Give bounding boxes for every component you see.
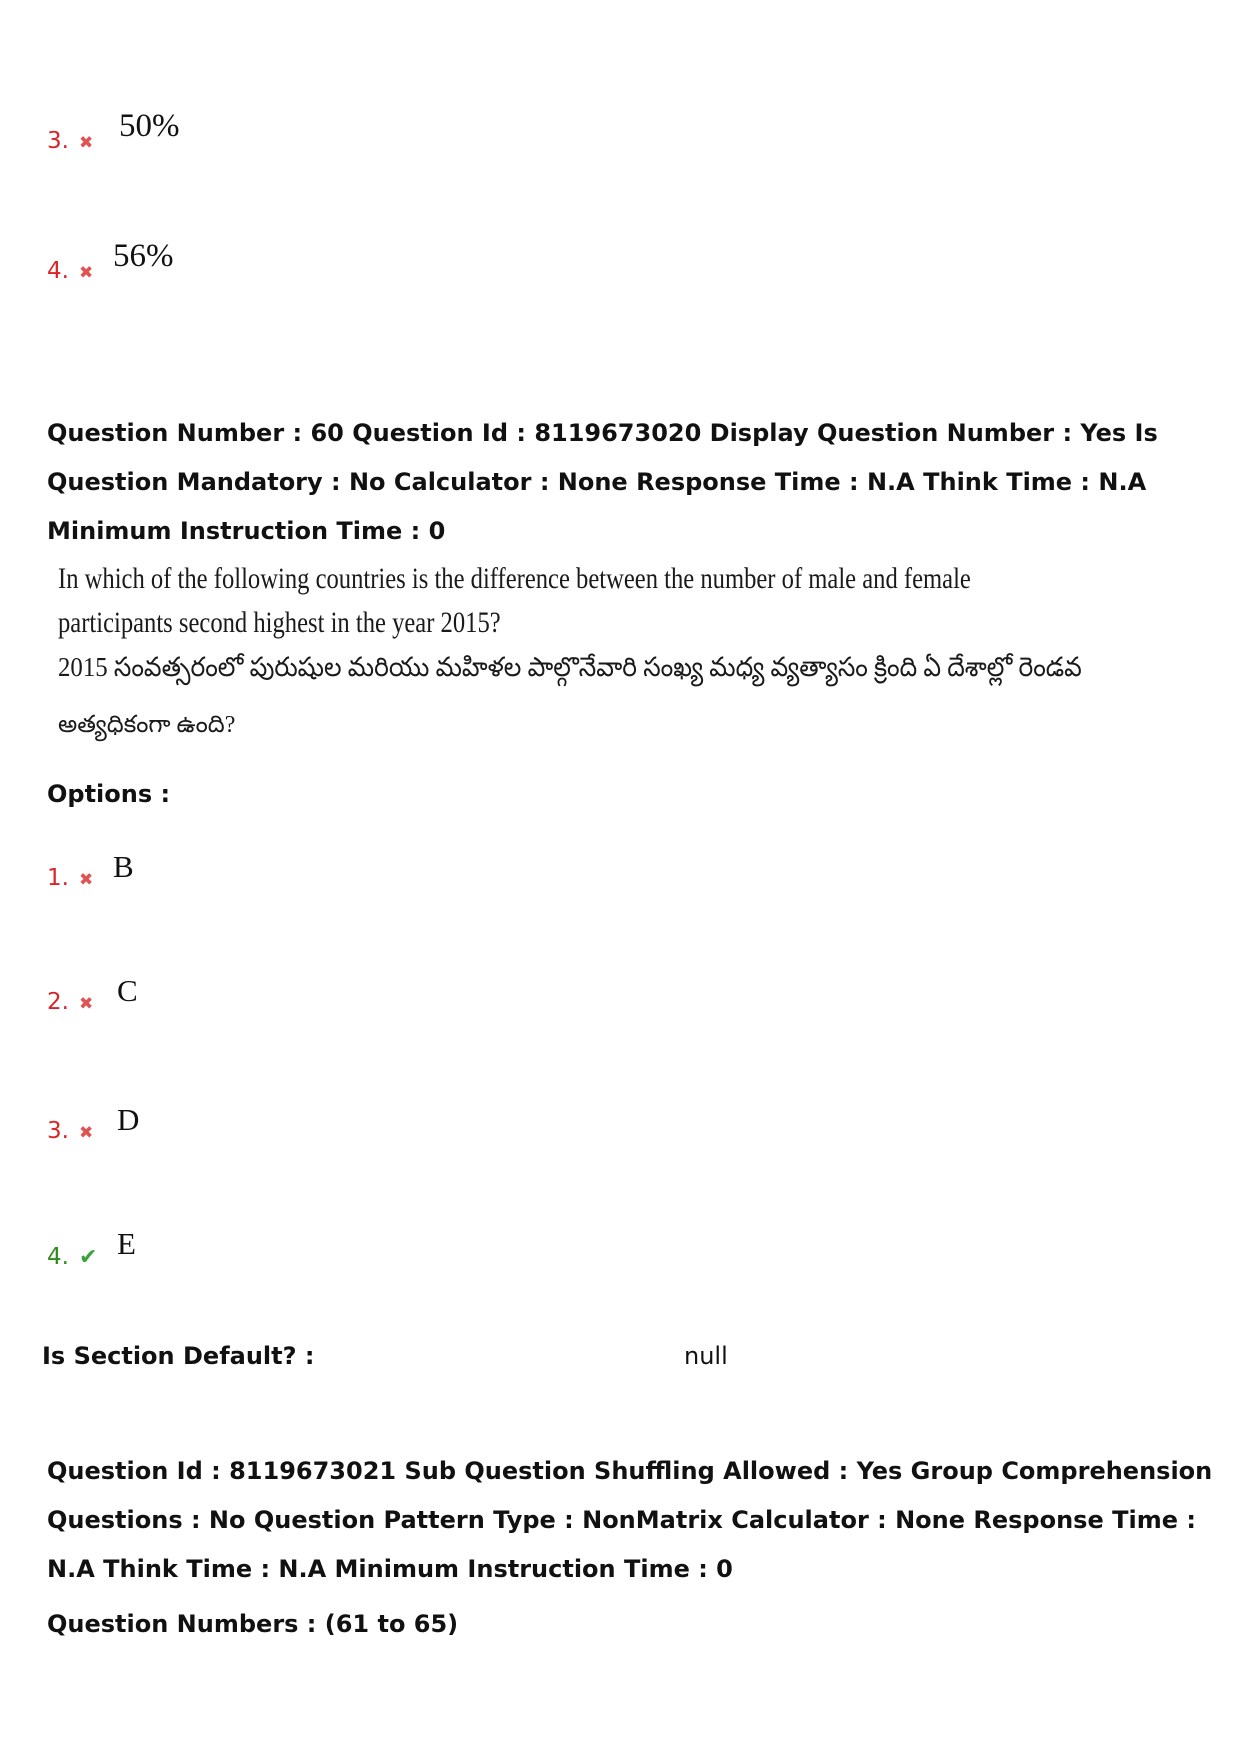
cross-mark-icon: ✖ <box>79 263 94 283</box>
option-3 <box>47 1102 140 1146</box>
question-text-en-line2: participants second highest in the year 2015? <box>58 606 501 639</box>
option-value: E <box>117 1226 136 1261</box>
option-value: B <box>113 849 134 884</box>
question-numbers: Question Numbers : (61 to 65) <box>47 1610 459 1638</box>
option-1 <box>47 849 134 893</box>
question-meta: Question Number : 60 Question Id : 8119673020 Display Question Number : Yes Is Question Mandatory : No Calculator : None Response Time : N.A Think Time : N.A Minimum Instruction Time : 0 <box>47 419 1158 545</box>
section-default-value: null <box>684 1342 728 1370</box>
question-text-en-line1: In which of the following countries is the difference between the number of male and female <box>58 562 971 595</box>
question-text-te-line1: 2015 సంవత్సరంలో పురుషుల మరియు మహిళల పాల్గొనేవారి సంఖ్య మధ్య వ్యత్యాసం క్రింది ఏ దేశాల్లో రెండవ <box>58 652 1082 682</box>
options-label: Options : <box>47 780 171 808</box>
prev-option-3 <box>47 108 180 157</box>
check-mark-icon: ✔ <box>79 1245 98 1270</box>
cross-mark-icon: ✖ <box>79 994 94 1014</box>
question-text-te-line2: అత్యధికంగా ఉంది? <box>58 712 236 738</box>
option-value: C <box>117 973 138 1008</box>
option-number: 1. <box>47 865 69 891</box>
option-value: 50% <box>119 108 180 144</box>
option-number: 4. <box>47 1244 69 1270</box>
cross-mark-icon: ✖ <box>79 870 94 890</box>
option-number: 3. <box>47 1118 69 1144</box>
option-number: 3. <box>47 128 69 154</box>
option-number: 2. <box>47 989 69 1015</box>
option-number: 4. <box>47 258 69 284</box>
option-value: 56% <box>113 238 174 274</box>
cross-mark-icon: ✖ <box>79 133 94 153</box>
cross-mark-icon: ✖ <box>79 1123 94 1143</box>
section-default-label: Is Section Default? : <box>42 1342 315 1370</box>
question-text <box>58 557 1082 747</box>
option-2 <box>47 973 138 1017</box>
option-value: D <box>117 1102 140 1137</box>
option-4 <box>47 1226 136 1272</box>
prev-option-4 <box>47 238 174 287</box>
group-meta: Question Id : 8119673021 Sub Question Shuffling Allowed : Yes Group Comprehension Questions : No Question Pattern Type : NonMatrix Calculator : None Response Time : N.A Think Time : N.A Minimum Instruction Time : 0 <box>47 1457 1213 1583</box>
